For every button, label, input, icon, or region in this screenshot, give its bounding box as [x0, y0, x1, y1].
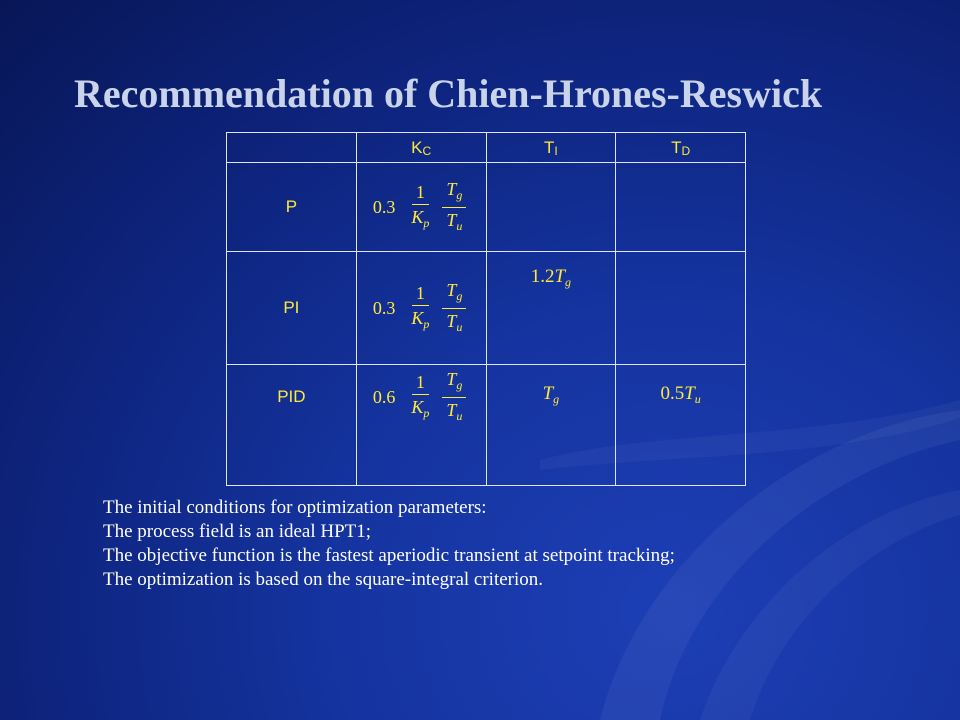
note-line: The objective function is the fastest aperiodic transient at setpoint tracking;: [103, 545, 675, 566]
note-line: The process field is an ideal HPT1;: [103, 521, 372, 542]
row-label: PID: [277, 387, 306, 406]
row-label-cell: [227, 252, 357, 365]
kc-cell: [356, 252, 486, 365]
header-ti-label: $T_I$: [544, 137, 558, 158]
table-row: [227, 252, 746, 365]
table-row: [227, 163, 746, 252]
note-line: The optimization is based on the square-integral criterion.: [103, 569, 544, 590]
header-td-label: $T_D$: [671, 137, 691, 158]
table-header-row: [227, 133, 746, 163]
row-label-cell: [227, 365, 357, 486]
tuning-table: [226, 132, 746, 486]
header-kc-label: $K_C$: [411, 137, 432, 158]
kc-formula: 0.3 $\frac{1}{K_p}$ $\frac{T_g}{T_u}$: [373, 179, 470, 236]
row-label: PI: [283, 298, 300, 317]
header-cell-td: [616, 133, 746, 163]
kc-formula: 0.6 $\frac{1}{K_p}$ $\frac{T_g}{T_u}$: [373, 369, 470, 426]
td-value: $0.5T_u$: [660, 383, 701, 406]
td-cell: [616, 365, 746, 486]
ti-cell: [486, 365, 616, 486]
kc-formula: 0.3 $\frac{1}{K_p}$ $\frac{T_g}{T_u}$: [373, 280, 470, 337]
slide-title: Recommendation of Chien-Hrones-Reswick: [74, 71, 823, 116]
ti-value: $1.2T_g$: [530, 266, 572, 289]
header-cell-kc: [356, 133, 486, 163]
td-cell: [616, 163, 746, 252]
row-label-cell: [227, 163, 357, 252]
kc-cell: [356, 163, 486, 252]
ti-cell: [486, 252, 616, 365]
ti-cell: [486, 163, 616, 252]
header-cell-empty: [227, 133, 357, 163]
optimization-notes: [103, 496, 675, 592]
header-cell-ti: [486, 133, 616, 163]
row-label: P: [285, 197, 298, 216]
ti-value: $T_g$: [542, 383, 560, 406]
td-cell: [616, 252, 746, 365]
note-line: The initial conditions for optimization parameters:: [103, 497, 487, 518]
kc-cell: [356, 365, 486, 486]
table-row: [227, 365, 746, 486]
